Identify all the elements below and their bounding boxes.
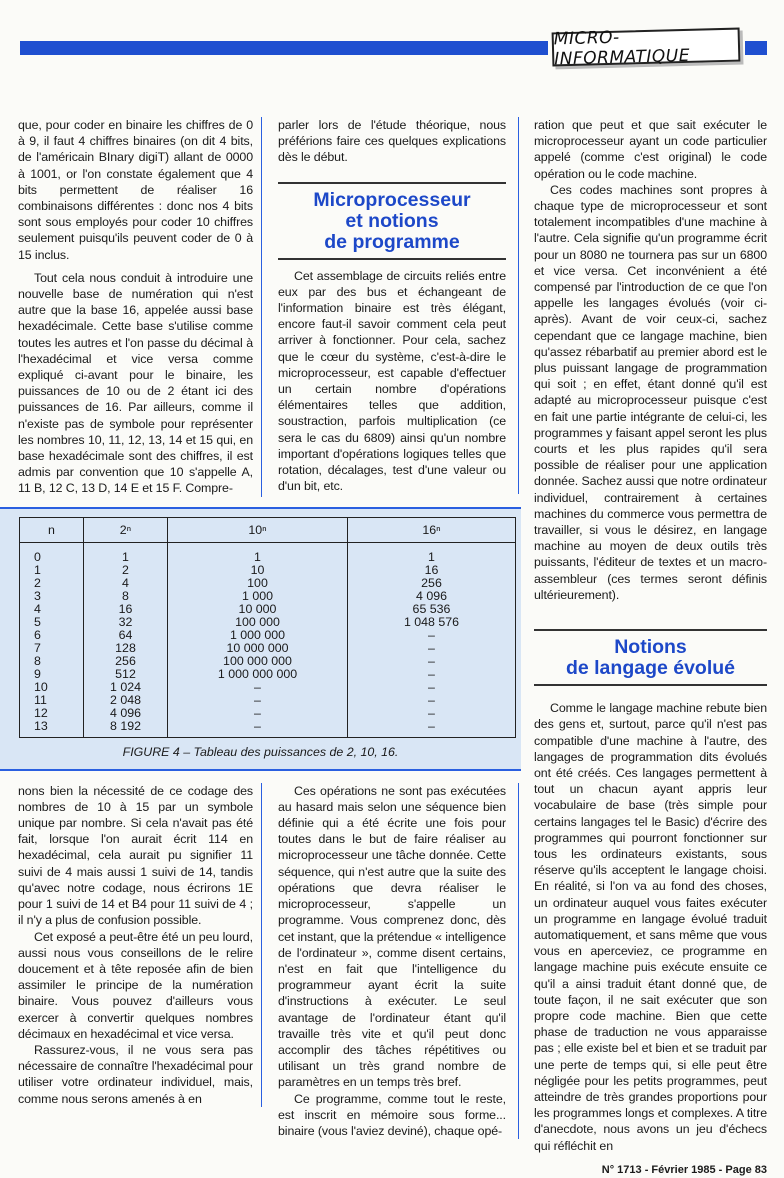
table-cell: 16 xyxy=(348,564,516,577)
table-cell: 2 xyxy=(20,577,84,590)
table-row xyxy=(20,629,516,642)
table-cell: 64 xyxy=(84,629,168,642)
table-row xyxy=(20,668,516,681)
column-header: 16ⁿ xyxy=(348,517,516,542)
powers-table xyxy=(19,517,516,738)
bottom-row xyxy=(0,783,521,1139)
header-bar-square xyxy=(745,41,767,55)
section-heading-microprocesseur xyxy=(278,182,506,260)
left-columns xyxy=(0,117,521,1139)
table-header-row xyxy=(20,517,516,542)
heading-line: de langage évolué xyxy=(565,657,736,680)
table-cell: 4 xyxy=(20,603,84,616)
table-cell: – xyxy=(348,707,516,720)
table-cell: 8 xyxy=(20,655,84,668)
table-cell: – xyxy=(348,642,516,655)
table-cell: – xyxy=(348,655,516,668)
table-row xyxy=(20,590,516,603)
section-heading-langage-evolue xyxy=(534,629,767,686)
table-cell: 512 xyxy=(84,668,168,681)
section-logo: MICRO-INFORMATIQUE xyxy=(552,28,741,67)
paragraph: Ce programme, comme tout le reste, est inscrit en mémoire sous forme... binaire (vous l'aviez deviné), chaque opé- xyxy=(278,1091,506,1138)
table-cell: 1 048 576 xyxy=(348,616,516,629)
table-cell: 13 xyxy=(20,720,84,738)
heading-line: Notions xyxy=(614,636,687,659)
table-cell: – xyxy=(168,720,348,738)
table-cell: – xyxy=(348,668,516,681)
table-cell: 11 xyxy=(20,694,84,707)
heading-line: et notions xyxy=(345,209,439,232)
table-row xyxy=(20,655,516,668)
table-cell: 10 xyxy=(168,564,348,577)
table-cell: 8 xyxy=(84,590,168,603)
table-cell: 100 000 000 xyxy=(168,655,348,668)
table-cell: 0 xyxy=(20,542,84,564)
paragraph: que, pour coder en binaire les chiffres de 0 à 9, il faut 4 chiffres binaires (on dit 4 bits, de l'américain BInary digiT) allant de 0000 à 1001, or l'on constate également que 4 bits permettent de réaliser 16 combinaisons différentes : donc nos 4 bits sont sous employés pour coder 10 chiffres seulement puisqu'ils peuvent coder de 0 à 15 inclus. xyxy=(18,118,253,262)
section-body xyxy=(534,700,767,1154)
table-row xyxy=(20,694,516,707)
table-cell: – xyxy=(348,720,516,738)
table-row xyxy=(20,642,516,655)
table-row xyxy=(20,681,516,694)
table-row xyxy=(20,720,516,738)
table-cell: 7 xyxy=(20,642,84,655)
figure-4-table-box xyxy=(0,507,521,771)
table-cell: 4 096 xyxy=(348,590,516,603)
paragraph: nons bien la nécessité de ce codage des nombres de 10 à 15 par un symbole unique par nombre. Si cela n'avait pas été fait, lorsque l'on aurait écrit 114 en hexadécimal, cela aurait pu signifier 11 suivi de 4 mais aussi 1 suivi de 14, tandis qu'avec notre codage, nous écrirons 1E pour 1 suivi de 14 et B4 pour 11 suivi de 4 ; il n'y a plus de confusion possible. xyxy=(18,783,253,928)
paragraph: Ces opérations ne sont pas exécutées au hasard mais selon une séquence bien définie qui a été écrite une fois pour toutes dans le but de faire réaliser au microprocesseur une tâche donnée. Cette séquence, qui n'est autre que la suite des opérations que devra réaliser le microprocesseur, s'appelle un programme. Vous comprenez donc, dès cet instant, que la prétendue « intelligence de l'ordinateur », comme disent certains, n'est en fait que l'intelligence du programmeur ayant écrit la suite d'instructions à exécuter. Le seul avantage de l'ordinateur étant qu'il travaille très vite et qu'il peut donc accomplir des tâches répétitives ou utilisant un très grand nombre de paramètres en un temps très bref. xyxy=(278,783,506,1090)
table-cell: – xyxy=(348,681,516,694)
table-cell: 16 xyxy=(84,603,168,616)
paragraph: Cet exposé a peut-être été un peu lourd, aussi nous vous conseillons de le relire doucement et à tête reposée afin de bien assimiler le principe de la numération binaire. Vous pouvez d'ailleurs vous exercer à convertir quelques nombres décimaux en hexadécimal et vice versa. xyxy=(18,929,253,1041)
table-row xyxy=(20,577,516,590)
figure-caption: FIGURE 4 – Tableau des puissances de 2, 10, 16. xyxy=(122,744,399,759)
column-header: n xyxy=(20,517,84,542)
table-cell: 256 xyxy=(348,577,516,590)
table-row xyxy=(20,707,516,720)
table-row xyxy=(20,564,516,577)
paragraph: parler lors de l'étude théorique, nous préférions faire ces quelques explications dès le début. xyxy=(278,118,506,165)
table-cell: 12 xyxy=(20,707,84,720)
column-2-top xyxy=(278,117,519,494)
heading-line: de programme xyxy=(324,230,460,253)
paragraph: Comme le langage machine rebute bien des gens et, surtout, parce qu'il n'est pas compatible d'une machine à l'autre, des langages de programmation dits évolués ont été créés. Ces langages permettent à tout un chacun ayant appris leur vocabulaire de base (très simple pour certains langages tel le Basic) d'écrire des programmes qui pourront fonctionner sur tous les ordinateurs existants, sous réserve qu'ils acceptent le langage choisi. En réalité, si l'on va au fond des choses, un ordinateur auquel vous faites exécuter un programme en langage évolué traduit automatiquement, et sans même que vous vous en aperceviez, ce programme en langage machine puis exécute ensuite ce qu'il a ainsi traduit étant donné que, de toute façon, il ne sait exécuter que son propre code machine. Bien que cette phase de traduction ne vous apparaisse pas ; elle existe bel et bien et se traduit par une perte de temps qui, si elle peut être négligée pour les petits programmes, peut atteindre de très grandes proportions pour les programmes longs et complexes. A titre d'anecdote, nous avons un jeu d'échecs qui réfléchit en xyxy=(534,701,767,1153)
table-cell: 10 xyxy=(20,681,84,694)
header-bar xyxy=(20,41,548,55)
table-cell: 1 024 xyxy=(84,681,168,694)
table-row xyxy=(20,616,516,629)
paragraph: Rassurez-vous, il ne vous sera pas nécessaire de connaître l'hexadécimal pour utiliser votre ordinateur individuel, mais, comme nous serons amenés à en xyxy=(18,1042,253,1106)
table-cell: 9 xyxy=(20,668,84,681)
table-cell: 10 000 xyxy=(168,603,348,616)
column-1-bottom xyxy=(18,783,262,1107)
table-cell: – xyxy=(168,707,348,720)
paragraph: Cet assemblage de circuits reliés entre eux par des bus et échangeant de l'information binaire est très élégant, encore faut-il savoir comment cela peut arriver à fonctionner. Pour cela, sachez que le cœur du système, c'est-à-dire le microprocesseur, est capable d'effectuer un certain nombre d'opérations élémentaires telles que addition, soustraction, parfois multiplication (ce sera le cas du 6809) ainsi qu'un nombre important d'opérations logiques telles que rotation, décalages, test d'une valeur ou d'un bit, etc. xyxy=(278,268,506,494)
table-cell: – xyxy=(348,629,516,642)
table-cell: 1 000 000 000 xyxy=(168,668,348,681)
table-cell: – xyxy=(168,681,348,694)
column-1-top xyxy=(18,117,262,497)
table-cell: 100 xyxy=(168,577,348,590)
table-cell: 4 096 xyxy=(84,707,168,720)
table-cell: 1 xyxy=(168,542,348,564)
table-cell: 5 xyxy=(20,616,84,629)
column-3 xyxy=(534,117,767,1178)
table-cell: 1 xyxy=(84,542,168,564)
column-2-bottom xyxy=(278,783,519,1139)
table-cell: 3 xyxy=(20,590,84,603)
table-cell: 100 000 xyxy=(168,616,348,629)
column-header: 10ⁿ xyxy=(168,517,348,542)
table-cell: 1 xyxy=(348,542,516,564)
section-body xyxy=(278,268,506,495)
top-row xyxy=(0,117,521,497)
table-cell: 1 000 xyxy=(168,590,348,603)
table-cell: – xyxy=(168,694,348,707)
paragraph: Ces codes machines sont propres à chaque type de microprocesseur et sont totalement incompatibles d'une machine à l'autre. Cela signifie qu'un programme écrit pour un 8080 ne tournera pas sur un 6800 et vice versa. Cet inconvénient a été compensé par l'introduction de ce que l'on appelle les langages évolués (voir ci-après). Avant de voir ceux-ci, sachez cependant que ce langage machine, bien qu'assez rébarbatif au premier abord est le plus puissant langage de programmation qui soit ; en effet, étant donné qu'il est adapté au microprocesseur puisque c'est en fait une partie intégrante de celui-ci, les programmes y faisant appel seront les plus courts et les plus rapides qu'il sera possible de réaliser pour une application donnée. Sachez aussi que notre ordinateur individuel, contrairement à certaines machines du commerce vous permettra de travailler, si vous le désirez, en langage machine au moyen de deux outils très puissants, l'éditeur de textes et un macro-assembleur (ces termes seront définis ultérieurement). xyxy=(534,182,767,602)
table-cell: 8 192 xyxy=(84,720,168,738)
column-3-top-text xyxy=(534,117,767,603)
paragraph: ration que peut et que sait exécuter le microprocesseur ayant un code particulier appelé (comme c'est original) le code opération ou le code machine. xyxy=(534,118,767,181)
table-cell: 1 000 000 xyxy=(168,629,348,642)
heading-line: Microprocesseur xyxy=(313,188,471,211)
table-cell: 1 xyxy=(20,564,84,577)
table-cell: 4 xyxy=(84,577,168,590)
table-cell: 256 xyxy=(84,655,168,668)
table-cell: 128 xyxy=(84,642,168,655)
table-cell: 65 536 xyxy=(348,603,516,616)
table-cell: 2 048 xyxy=(84,694,168,707)
table-row xyxy=(20,603,516,616)
table-cell: 32 xyxy=(84,616,168,629)
table-cell: 10 000 000 xyxy=(168,642,348,655)
intro-text xyxy=(278,117,506,166)
column-header: 2ⁿ xyxy=(84,517,168,542)
table-cell: 2 xyxy=(84,564,168,577)
table-cell: 6 xyxy=(20,629,84,642)
page-footer: N° 1713 - Février 1985 - Page 83 xyxy=(601,1163,767,1176)
table-cell: – xyxy=(348,694,516,707)
table-row xyxy=(20,542,516,564)
paragraph: Tout cela nous conduit à introduire une nouvelle base de numération qui n'est autre que la base 16, appelée aussi base hexadécimale. Cette base s'utilise comme toutes les autres et l'on passe du décimal à l'hexadécimal et vice versa comme expliqué ci-avant pour le binaire, les puissances de 10 ou de 2 étant ici des puissances de 16. Par ailleurs, comme il n'existe pas de symbole pour représenter les nombres 10, 11, 12, 13, 14 et 15 qui, en base hexadécimale sont des chiffres, il est admis par convention que 10 s'appelle A, 11 B, 12 C, 13 D, 14 E et 15 F. Compre- xyxy=(18,270,253,496)
